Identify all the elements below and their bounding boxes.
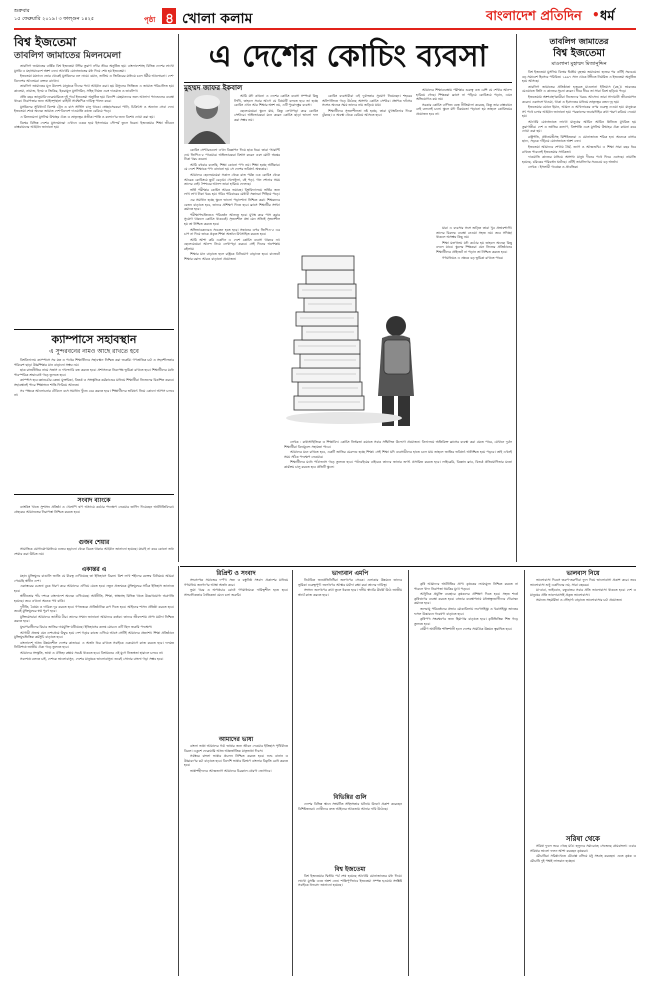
bottom-col-5-body: দেশের বিভিন্ন স্থানে সংঘটিত সহিংসতার ঘটনায় উদ্বেগ প্রকাশ করেছেন বিশিষ্টজনরা। দোষীদের দ্রুত আইনের আওতায় আনার দাবি উঠেছে। <box>298 802 402 811</box>
right-title: বিশ্ব ইজতেমা <box>553 48 605 59</box>
section-name: খোলা কলাম <box>182 11 253 27</box>
bottom-col-1-body: সংবাদপত্র সমাজের দর্পণ। সত্য ও বস্তুনিষ্ঠ সংবাদ প্রকাশের মাধ্যমে গণমাধ্যম জনগণের আস্থা অর্জন করে। ভুয়া খবর ও অপপ্রচার রোধে গণমাধ্যমকে দায়িত্বশীল হতে হবে। সাংবাদিকতার নৈতিকতা মেনে চলা জরুরি। <box>184 578 288 597</box>
bottom-col-2-title: ভাগ্যবান এমপি <box>331 570 369 577</box>
bottom-section <box>184 570 636 976</box>
ijtema-body: তাবলিগ জামাতের বার্ষিক বিশ্ব ইজতেমা টঙ্গীর তুরাগ নদীর তীরে অনুষ্ঠিত হয়। বাংলাদেশসহ বিভিন্ন দেশের লাখো মুসল্লি এ মহাসমাবেশে অংশ নেন। আখেরি মোনাজাতের মধ্য দিয়ে শেষ হয় ইজতেমা। ইজতেমা ময়দানে ভোর থেকেই মুসল্লিদের ঢল নামে। বয়ান, তালিম ও জিকিরের মাধ্যমে চলে ধর্মীয় আলোচনা। দেশ-বিদেশের আলেমরা বক্তব্য রাখেন। তাবলিগ জামাতের মূল উদ্দেশ্য মানুষকে দীনের পথে আহ্বান করা। ছয় উসুলের ভিত্তিতে এ জামাত পরিচালিত হয়। কালেমা, নামাজ, ইলম ও জিকির, ইকরামুল মুসলিমিন, সহিহ নিয়ত এবং দাওয়াত ও তাবলিগ। প্রতি বছর জানুয়ারি-ফেব্রুয়ারিতে দুই পর্বে ইজতেমা অনুষ্ঠিত হয়। বিদেশি মেহমানদের জন্য আলাদা প্যান্ডেলের ব্যবস্থা থাকে। নিরাপত্তার জন্য আইনশৃঙ্খলা বাহিনী সার্বক্ষণিক দায়িত্ব পালন করে। মুসল্লিদের সুবিধার্থে বিশেষ ট্রেন ও বাস সার্ভিস চালু থাকে। স্বেচ্ছাসেবকরা পানি, চিকিৎসা ও অন্যান্য সেবা দেন। ইজতেমা শেষে অনেক জামাত দেশ-বিদেশে দাওয়াতি কাজে বেরিয়ে পড়ে। এ মিলনমেলা মুসলিম উম্মাহর ঐক্য ও ভ্রাতৃত্বের প্রতীক। শান্তি ও কল্যাণের জন্য বিশেষ দোয়া করা হয়। বিশ্বের বিভিন্ন দেশের মুসলমানরা এখানে একত্র হয়ে ইসলামের সৌন্দর্য তুলে ধরেন। ইজতেমার শিক্ষা জীবনে বাস্তবায়নের আহ্বান জানানো হয়। <box>14 64 174 130</box>
masthead-rule <box>14 28 636 30</box>
paper-name: বাংলাদেশ প্রতিদিন <box>486 9 582 24</box>
news-c-title: একান্তর এ <box>81 566 107 573</box>
divider-right <box>516 34 517 562</box>
left-rule-2 <box>14 494 174 495</box>
news-c-body: মহান মুক্তিযুদ্ধে বাঙালি জাতি যে বীরত্ব দেখিয়েছে তা ইতিহাসে বিরল। ত্রিশ লাখ শহীদের রক্তের বিনিময়ে আমরা পেয়েছি স্বাধীন দেশ। একাত্তরের চেতনা বুকে ধারণ করে আমাদের এগিয়ে যেতে হবে। নতুন প্রজন্মকে মুক্তিযুদ্ধের সঠিক ইতিহাস জানাতে হবে। স্বাধীনতার পাঁচ দশকে বাংলাদেশ অনেক এগিয়েছে। অর্থনীতি, শিক্ষা, স্বাস্থ্যসহ বিভিন্ন খাতে উল্লেখযোগ্য অগ্রগতি হয়েছে। তবে এখনো অনেক পথ বাকি। দুর্নীতি, বৈষম্য ও দারিদ্র্য দূর করতে হবে। গণতন্ত্রকে প্রাতিষ্ঠানিক রূপ দিতে হবে। আইনের শাসন প্রতিষ্ঠা করতে হবে। তবেই মুক্তিযুদ্ধের স্বপ্ন পূরণ হবে। মুক্তিযোদ্ধারা আমাদের জাতীয় বীর। তাদের সম্মান জানানো আমাদের কর্তব্য। তাদের জীবদ্দশায় প্রাপ্য মর্যাদা নিশ্চিত করতে হবে। যুদ্ধাপরাধীদের বিচার জাতির দায়মুক্তি ঘটিয়েছে। ইতিহাসের কলঙ্ক মোচনে এটি ছিল জরুরি পদক্ষেপ। আগামী প্রজন্ম যেন দেশপ্রেমে উদ্বুদ্ধ হয়ে দেশ গড়ার কাজে এগিয়ে আসে সেটিই আমাদের প্রত্যাশা। শিক্ষা প্রতিষ্ঠানে মুক্তিযুদ্ধভিত্তিক কর্মসূচি বাড়াতে হবে। বাংলাদেশ আজ উন্নয়নশীল দেশের কাতারে। এ অর্জন ধরে রাখতে সবাইকে একযোগে কাজ করতে হবে। দলমত নির্বিশেষে জাতীয় ঐক্য গড়ে তুলতে হবে। আমাদের সংস্কৃতি, ভাষা ও ঐতিহ্য রক্ষায় সচেষ্ট থাকতে হবে। বিশ্বায়নের এই যুগে নিজস্বতা হারালে চলবে না। সবশেষে বলতে চাই, দেশকে ভালোবাসুন, দেশের মানুষকে ভালোবাসুন। তবেই সোনার বাংলা গড়া সম্ভব হবে। <box>14 574 174 661</box>
bottom-col-3-title: ভালবাস নিয়ে <box>566 570 600 577</box>
bottom-col-6-body: বিশ্ব ইজতেমার দ্বিতীয় পর্ব শেষ হয়েছে আখেরি মোনাজাতের মধ্য দিয়ে। লাখো মুসল্লি এতে অংশ নেন। শান্তিপূর্ণভাবে ইজতেমা সম্পন্ন হওয়ায় সংশ্লিষ্ট সবাইকে ধন্যবাদ জানানো হয়েছে। <box>298 874 402 888</box>
middle-rule <box>180 566 636 567</box>
books-illustration <box>284 226 432 436</box>
category-name: ধর্ম <box>600 9 615 24</box>
left-lower <box>14 566 174 976</box>
bottom-col-5-title: বিভিন্নির গুলি <box>333 794 367 801</box>
bottom-col-3-body: ভালোবাসা দিবসে তরুণ-তরুণীরা ফুল দিয়ে ভালোবাসা প্রকাশ করে। তবে ভালোবাসা শুধু একদিনের নয়, সারা বছরের। মা-বাবা, ভাইবোন, বন্ধুবান্ধব সবার প্রতি ভালোবাসা থাকতে হবে। দেশ ও মানুষের প্রতি ভালোবাসাই প্রকৃত ভালোবাসা। সমাজে সহমর্মিতা ও সৌহার্দ্য বাড়াতে ভালোবাসার চর্চা প্রয়োজন। <box>530 578 636 603</box>
campus-title: ক্যাম্পাসে সহাবস্থান <box>51 333 137 346</box>
main-col-1: আমি যদি কখনো এ দেশের কোচিং ব্যবসা সম্পর্কে কিছু লিখি, তাহলে সবার আগে যে বিষয়টি বলতে হবে তা হচ্ছে কোচিং এখন আর শিক্ষার অংশ নয়, এটি পুরোদস্তুর ব্যবসা। ছেলেমেয়েরা স্কুলে যায়, কিন্তু লেখাপড়া করে কোচিং সেন্টারে। অভিভাবকরা মনে করেন কোচিং ছাড়া ভালো ফল করা সম্ভব নয়। <box>234 94 318 122</box>
main-col-2: কোচিং ব্যবসায়ীরা এই দুর্বলতার সুযোগ নিয়েছেন। শহরের অলিগলিতে গড়ে উঠেছে অসংখ্য কোচিং সেন্টার। প্রশ্নপত্র ফাঁসের সঙ্গেও অনেক সময় তাদের নাম জড়িয়ে যায়। শিক্ষার্থীদের সৃজনশীলতা নষ্ট হচ্ছে, তারা মুখস্থবিদ্যার দিকে ঝুঁকছে। এ অবস্থা থেকে বেরিয়ে আসতে হবে। <box>322 94 412 118</box>
page-number: ৪ <box>165 11 175 27</box>
author-photo <box>184 88 230 144</box>
bottom-col-4-body: বাংলা ভাষা আমাদের গর্ব। ভাষার জন্য জীবন দেওয়ার ইতিহাস পৃথিবীতে বিরল। একুশে ফেব্রুয়ারি আজ আন্তর্জাতিক মাতৃভাষা দিবস। সর্বস্তরে বাংলা ভাষার প্রচলন নিশ্চিত করতে হবে। শুদ্ধ বানান ও উচ্চারণের চর্চা বাড়াতে হবে। বিদেশি ভাষার মিশ্রণে বাংলার বিকৃতি রোধ করতে হবে। ভাষাশহীদদের আত্মত্যাগ আমাদের চিরকাল প্রেরণা জোগাবে। <box>184 744 288 773</box>
bullet: • <box>592 8 600 22</box>
bottom-col-7-title: সরিষা থেকে <box>566 835 600 843</box>
headline-rule <box>184 82 512 83</box>
masthead-date: ১৫ ফেব্রুয়ারি ২০১৯। ৩ ফাল্গুন ১৪২৫ <box>14 16 95 22</box>
news-a-body: ব্যাংকিং খাতে সুশাসন প্রতিষ্ঠা ও খেলাপি ঋণ আদায়ে কঠোর পদক্ষেপ নেওয়ার তাগিদ দিয়েছেন অর্থনীতিবিদরা। গ্রাহকের আমানতের নিরাপত্তা নিশ্চিত করতে হবে। <box>14 505 174 514</box>
campus-subtitle: এ সুন্দরবনের নামও আছে রাখতে হবে <box>49 348 139 355</box>
divider-lower-left <box>178 566 179 976</box>
news-a-title: সংবাদ ব্যাংকে <box>77 497 111 504</box>
masthead <box>14 8 636 34</box>
campus-body: বিশ্ববিদ্যালয় ক্যাম্পাসে সব মত ও পথের শিক্ষার্থীদের সহাবস্থান নিশ্চিত করা জরুরি। গণতান্ত্রিক চর্চা ও সহনশীলতার পরিবেশ ছাড়া উচ্চশিক্ষার মান বাড়ানো সম্ভব নয়। ছাত্র রাজনীতির নামে সন্ত্রাস ও দখলদারি বন্ধ করতে হবে। প্রশাসনকে নিরপেক্ষ ভূমিকা রাখতে হবে। শিক্ষার্থীদের মধ্যে পারস্পরিক শ্রদ্ধাবোধ গড়ে তুলতে হবে। ক্যাম্পাস হবে জ্ঞানচর্চার কেন্দ্র। মুক্তচিন্তা, বিতর্ক ও সাংস্কৃতিক কর্মকাণ্ডের মাধ্যমে শিক্ষার্থীরা নিজেদের বিকশিত করবে। সহাবস্থানই পারে শিক্ষাঙ্গনে শান্তি ফিরিয়ে আনতে। সব পক্ষকে আলোচনার টেবিলে বসে সমাধান খুঁজে বের করতে হবে। শিক্ষার্থীদের ভবিষ্যৎ নিয়ে কোনো আপস চলবে না। <box>14 358 174 398</box>
right-column <box>522 36 636 562</box>
bottom-col-3 <box>530 570 636 976</box>
bottom-col-6-title: বিশ্ব ইজতেমা <box>334 866 366 873</box>
page-label: পৃষ্ঠা <box>144 16 156 24</box>
bottom-col-2-body: নির্বাচিত জনপ্রতিনিধিরা জনগণের সেবক। এলাকার উন্নয়নে তাদের ভূমিকা গুরুত্বপূর্ণ। জনগণের আস্থার মর্যাদা রক্ষা করা তাদের দায়িত্ব। সংসদে জনগণের কথা তুলে ধরতে হবে। দলীয় স্বার্থের ঊর্ধ্বে উঠে জাতীয় স্বার্থে কাজ করতে হবে। <box>298 578 402 597</box>
divider-bottom-1 <box>292 570 293 976</box>
bottom-col-1 <box>184 570 288 976</box>
main-col-5: যারা এ ব্যবসার সঙ্গে জড়িত তারা খুব প্রভাবশালী। তাদের বিরুদ্ধে ব্যবস্থা নেওয়া সহজ নয়। তবে সদিচ্ছা থাকলে অসম্ভব কিছু নয়। শিক্ষা মন্ত্রণালয় যদি কঠোর হয় তাহলে অনেক কিছু বদলে যাবে। স্কুলের শিক্ষকরা যেন নিজের প্রতিষ্ঠানের শিক্ষার্থীদের প্রাইভেট না পড়ান তা নিশ্চিত করতে হবে। গণমাধ্যমও এ ক্ষেত্রে বড় ভূমিকা রাখতে পারে। <box>436 226 512 260</box>
bottom-col-extra <box>414 582 518 976</box>
main-col-4: কোচিং সেন্টারগুলো এখন বিজ্ঞাপন দিয়ে ছাত্র ধরে। তারা গ্যারান্টি দেয় জিপিএ-৫ পাওয়ার। অভিভাবকরা বিশ্বাস করেন এবং মোটা অঙ্কের টাকা খরচ করেন। আমি বহুবার বলেছি, শিক্ষা কোনো পণ্য নয়। শিক্ষা হচ্ছে অধিকার। যে দেশে শিক্ষাকে পণ্য বানানো হয় সে দেশের ভবিষ্যৎ অন্ধকার। আমাদের ছেলেমেয়েরা সকাল থেকে রাত পর্যন্ত এক কোচিং থেকে আরেক কোচিংয়ে ছুটে বেড়ায়। খেলাধুলা, বই পড়া, গান শোনার সময় তাদের নেই। শৈশবের আনন্দ তারা হারিয়ে ফেলছে। ভর্তি পরীক্ষার কোচিং আরও ভয়াবহ। বিশ্ববিদ্যালয়ে ভর্তির জন্য লাখ লাখ টাকা খরচ হয়। গরিব পরিবারের মেধাবী সন্তানরা পিছিয়ে পড়ে। এর সমাধান হচ্ছে স্কুলে ভালো পড়াশোনা নিশ্চিত করা। শিক্ষকদের বেতন বাড়াতে হবে, তাদের প্রশিক্ষণ দিতে হবে। ক্লাসে শিক্ষার্থীর সংখ্যা কমাতে হবে। পরীক্ষাপদ্ধতিতেও পরিবর্তন আনতে হবে। মুখস্থ করে পাস করার সুযোগ থাকলে কোচিং থাকবেই। সৃজনশীল প্রশ্ন যেন সত্যিই সৃজনশীল হয় তা নিশ্চিত করতে হবে। অভিভাবকদেরও সচেতন হতে হবে। সন্তানের ওপর জিপিএ-৫ এর চাপ না দিয়ে তাকে প্রকৃত শিক্ষা অর্জনে উৎসাহিত করতে হবে। আমি আশা করি একদিন এ দেশে কোচিং ব্যবসা থাকবে না। ছেলেমেয়েরা আনন্দ নিয়ে লেখাপড়া করবে। সেই দিনের অপেক্ষায় রইলাম। শিক্ষার মান বাড়াতে হলে রাষ্ট্রকে বিনিয়োগ বাড়াতে হবে। বাজেটে শিক্ষার বরাদ্দ আরও বাড়ানো প্রয়োজন। <box>184 148 280 262</box>
left-column <box>14 34 174 562</box>
main-article <box>184 36 512 562</box>
main-col-6: লেখক : কথাসাহিত্যিক ও শিক্ষাবিদ। কোচিং নির্ভরতা কমাতে সবার সম্মিলিত উদ্যোগ প্রয়োজন। বিদ্যালয়ে অতিরিক্ত ক্লাসের ব্যবস্থা করা যেতে পারে, যেখানে দুর্বল শিক্ষার্থীরা বিনামূল্যে সহায়তা পাবে। আমাদের মনে রাখতে হবে, একটি জাতির মেরুদণ্ড হচ্ছে শিক্ষা। সেই শিক্ষা যদি ব্যবসায়ীদের হাতে চলে যায় তাহলে জাতির ভবিষ্যৎ অনিশ্চিত হয়ে পড়বে। তাই এখনই সময় সঠিক পদক্ষেপ নেওয়ার। শিক্ষার্থীদের মধ্যে পাঠাভ্যাস গড়ে তুলতে হবে। পাঠ্যবইয়ের বাইরেও তাদের জানার জগৎ প্রসারিত করতে হবে। লাইব্রেরি, বিজ্ঞান ক্লাব, বিতর্ক প্রতিযোগিতার মতো কার্যক্রম চালু করতে হবে প্রতিটি স্কুলে। <box>284 440 512 469</box>
bottom-col-1-title: রিপ্রিন্ট ও সংবাদ <box>216 570 256 577</box>
news-b-title: গুজব শেয়ার <box>78 539 110 546</box>
divider-left <box>178 34 179 562</box>
divider-bottom-2 <box>408 570 409 976</box>
main-col-3: আমাদের শিক্ষাব্যবস্থায় পরীক্ষার গুরুত্ব এত বেশি যে শেখার আনন্দ হারিয়ে গেছে। শিক্ষকরা ক্লাসে না পড়িয়ে কোচিংয়ে পড়ান, এমন অভিযোগও কম নয়। সরকার কোচিং বাণিজ্য বন্ধে নীতিমালা করেছে, কিন্তু তার বাস্তবায়ন নেই বললেই চলে। স্কুলে যদি ঠিকমতো পড়ানো হয় তাহলে কোচিংয়ের প্রয়োজন হবে না। <box>416 88 512 116</box>
bottom-col-extra-body: কৃষি আমাদের অর্থনীতির প্রাণ। কৃষকের ন্যায্যমূল্য নিশ্চিত করতে না পারলে খাদ্য নিরাপত্তা হুমকির মুখে পড়বে। আধুনিক প্রযুক্তি ব্যবহারে কৃষকদের প্রশিক্ষণ দিতে হবে। সহজ শর্তে কৃষিঋণের ব্যবস্থা করতে হবে। বাজার ব্যবস্থাপনায় মধ্যস্বত্বভোগীদের দৌরাত্ম্য কমাতে হবে। জলবায়ু পরিবর্তনের প্রভাব মোকাবিলায় লবণসহিষ্ণু ও খরাসহিষ্ণু জাতের ফসল উদ্ভাবনে গবেষণা বাড়াতে হবে। কৃষিপণ্য সংরক্ষণের জন্য হিমাগার বাড়াতে হবে। কৃষিভিত্তিক শিল্প গড়ে তুলতে হবে। গ্রামীণ অর্থনীতি শক্তিশালী হলে দেশের সামগ্রিক উন্নয়ন ত্বরান্বিত হবে। <box>414 582 518 632</box>
byline: মুহম্মদ জাফর ইকবাল <box>184 84 243 92</box>
left-rule-1 <box>14 329 174 330</box>
news-b-body: সামাজিক যোগাযোগমাধ্যমে গুজব ছড়ানো থেকে বিরত থাকার আহ্বান জানানো হয়েছে। যাচাই না করে কোনো তথ্য শেয়ার করা উচিত নয়। <box>14 547 174 556</box>
main-headline: এ দেশের কোচিং ব্যবসা <box>208 39 488 74</box>
masthead-day: শুক্রবার <box>14 8 30 14</box>
bottom-col-4-title: আমাদের ভাষা <box>218 736 254 743</box>
ijtema-title: বিশ্ব ইজতেমা <box>14 35 77 49</box>
bottom-col-2 <box>298 570 402 976</box>
right-byline: মাওলানা মুহাম্মদ মিজানুদ্দিন <box>551 61 607 67</box>
ijtema-subtitle: তাবলিগ জামাতের মিলনমেলা <box>14 51 121 61</box>
divider-bottom-3 <box>524 570 525 976</box>
right-body: বিশ্ব ইজতেমা মুসলিম বিশ্বের দ্বিতীয় বৃহত্তম জমায়েত। হজের পর এটিই সবচেয়ে বড় সমাবেশ হিসেবে পরিচিত। ১৯৬৭ সাল থেকে টঙ্গীতে নিয়মিত এ ইজতেমা অনুষ্ঠিত হয়ে আসছে। তাবলিগ জামাতের প্রতিষ্ঠাতা হজরত মাওলানা ইলিয়াস (রহ.)। ভারতের মেওয়াতে তিনি এ কাজের সূচনা করেন। ধীরে ধীরে তা সারা বিশ্বে ছড়িয়ে পড়ে। ইজতেমায় অংশগ্রহণকারীরা নিজেদের খরচে আসেন। তারা সাদামাটা জীবনযাপন করেন। একসঙ্গে খাওয়া, থাকা ও ইবাদতের মাধ্যমে ভ্রাতৃত্বের বন্ধন দৃঢ় হয়। ইজতেমার বয়ানে ইমান, আমল ও আখলাকের ওপর গুরুত্ব দেওয়া হয়। মানুষকে সৎ পথে চলার আহ্বান জানানো হয়। পরকালের জবাবদিহির কথা স্মরণ করিয়ে দেওয়া হয়। আখেরি মোনাজাতে লাখো মানুষের আমিন আমিন ধ্বনিতে মুখরিত হয় তুরাগতীর। দেশ ও জাতির কল্যাণ, বিশ্বশান্তি এবং মুসলিম উম্মাহর ঐক্য কামনা করে দোয়া করা হয়। রাষ্ট্রপতি, প্রধানমন্ত্রীসহ বিশিষ্টজনরা এ মোনাজাতে শরিক হন। অনেকে বাসার ছাদে, সড়কে দাঁড়িয়ে মোনাজাতে অংশ নেন। ইজতেমা আমাদের শেখায় ধৈর্য, ত্যাগ ও আত্মশুদ্ধি। এ শিক্ষা সারা বছর ধরে রাখতে পারলেই ইজতেমার সার্থকতা। দাওয়াতি কাজের মাধ্যমে অসংখ্য মানুষ দীনের পথে ফিরে এসেছে। নামাজি হয়েছে, চরিত্রের পরিবর্তন ঘটেছে। এটিই তাবলিগের সবচেয়ে বড় অর্জন। লেখক : ইসলামী গবেষক ও প্রাবন্ধিক। <box>522 70 636 170</box>
bottom-col-7-body: সরিষা ফুলে ভরে গেছে মাঠ। হলুদের সমারোহে সেজেছে গ্রামবাংলা। এবার সরিষার ভালো ফলন আশা করছেন কৃষকরা। মৌচাষিরা সরিষাখেতে মৌবাক্স বসিয়ে মধু সংগ্রহ করছেন। এতে কৃষক ও মৌচাষি দুই পক্ষই লাভবান হচ্ছেন। <box>530 844 636 863</box>
right-kicker: তাবলিগ জামাতের <box>549 37 609 46</box>
